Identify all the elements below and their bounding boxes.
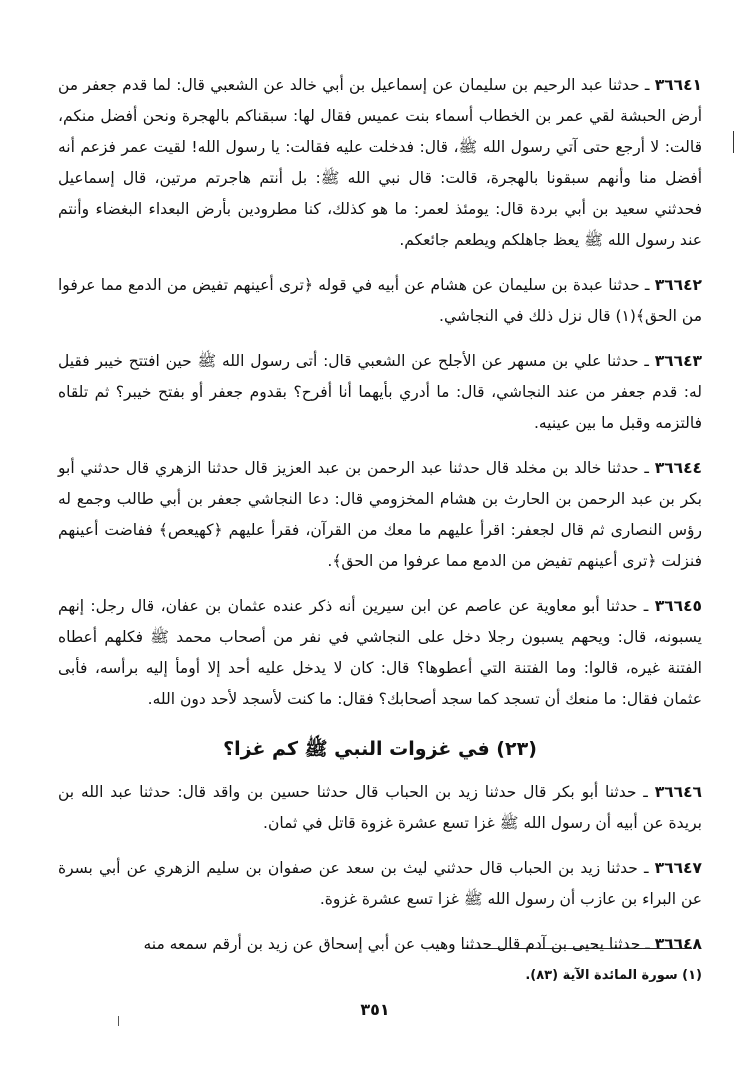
hadith-text: ـ حدثنا زيد بن الحباب قال حدثني ليث بن سعد عن صفوان بن سليم الزهري عن أبي بسرة عن البراء بن عازب أن رسول الله ﷺ غزا تسع عشرة غزوة. [58,859,702,908]
footnote: (١) سورة المائدة الآية (٨٣). [525,968,702,983]
hadith-number: ٣٦٦٤٤ [654,459,702,477]
hadith-36647 [58,853,702,919]
hadith-number: ٣٦٦٤٦ [654,783,702,801]
section-heading: (٢٣) في غزوات النبي ﷺ كم غزا؟ [223,738,537,760]
margin-mark [733,131,734,153]
hadith-text: ـ حدثنا يحيى بن آدم قال حدثنا وهيب عن أبي إسحاق عن زيد بن أرقم سمعه منه [143,935,650,953]
hadith-text: ـ حدثنا خالد بن مخلد قال حدثنا عبد الرحمن بن عبد العزيز قال حدثنا الزهري قال حدثني أبو بكر بن عبد الرحمن بن الحارث بن هشام المخزومي قال: دعا النجاشي جعفر بن أبي طالب وجمع له رؤس النصارى ثم قال لجعفر: اقرأ عليهم ما معك من القرآن، فقرأ عليهم ﴿كهيعص﴾ ففاضت أعينهم فنزلت ﴿ترى أعينهم تفيض من الدمع مما عرفوا من الحق﴾. [58,459,702,570]
hadith-number: ٣٦٦٤٣ [654,352,702,370]
margin-mark [118,1016,119,1026]
hadith-number: ٣٦٦٤٢ [654,276,702,294]
hadith-text: ـ حدثنا أبو معاوية عن عاصم عن ابن سيرين أنه ذكر عنده عثمان بن عفان، قال رجل: إنهم يسبونه، قال: ويحهم يسبون رجلا دخل على النجاشي في نفر من أصحاب محمد ﷺ فكلهم أعطاه الفتنة غيره، قالوا: وما الفتنة التي أعطوها؟ قال: كان لا يدخل عليه أحد إلا أومأ إليه برأسه، فأبى عثمان فقال: ما منعك أن تسجد كما سجد أصحابك؟ فقال: ما كنت لأسجد لأحد دون الله. [58,597,702,708]
hadith-36648 [58,929,702,964]
hadith-36641 [58,70,702,260]
hadith-text: ـ حدثنا عبد الرحيم بن سليمان عن إسماعيل بن أبي خالد عن الشعبي قال: لما قدم جعفر من أرض الحبشة لقي عمر بن الخطاب أسماء بنت عميس فقال لها: سبقناكم بالهجرة ونحن أفضل منكم، قالت: لا أرجع حتى آتي رسول الله ﷺ، قال: فدخلت عليه فقالت: يا رسول الله! لقيت عمر فزعم أنه أفضل منا وأنهم سبقونا بالهجرة، قالت: قال نبي الله ﷺ: بل أنتم هاجرتم مرتين، قال إسماعيل فحدثني سعيد بن أبي بردة قال: يومئذ لعمر: ما هو كذلك، كنا مطرودين بأرض البعداء البغضاء وأنتم عند رسول الله ﷺ يعظ جاهلكم ويطعم جائعكم. [58,76,702,249]
hadith-36643 [58,346,702,443]
hadith-number: ٣٦٦٤٥ [654,597,702,615]
footnote-divider [462,948,692,949]
hadith-36644 [58,453,702,581]
hadith-text: ـ حدثنا عبدة بن سليمان عن هشام عن أبيه في قوله ﴿ترى أعينهم تفيض من الدمع مما عرفوا من الحق﴾(١) قال نزل ذلك في النجاشي. [58,276,702,325]
hadith-36645 [58,591,702,719]
hadith-number: ٣٦٦٤١ [654,76,702,94]
hadith-text: ـ حدثنا أبو بكر قال حدثنا زيد بن الحباب قال حدثنا حسين بن واقد قال: حدثنا عبد الله بن بريدة عن أبيه أن رسول الله ﷺ غزا تسع عشرة غزوة قاتل في ثمان. [58,783,702,832]
main-text [58,70,702,974]
page-number: ٣٥١ [360,1000,390,1019]
hadith-36642 [58,270,702,336]
hadith-number: ٣٦٦٤٨ [654,935,702,953]
hadith-number: ٣٦٦٤٧ [654,859,702,877]
hadith-text: ـ حدثنا علي بن مسهر عن الأجلح عن الشعبي قال: أتى رسول الله ﷺ حين افتتح خيبر فقيل له: قدم جعفر من عند النجاشي، قال: ما أدري بأيهما أنا أفرح؟ بقدوم جعفر أو بفتح خيبر؟ ثم تلقاه فالتزمه وقبل ما بين عينيه. [58,352,702,432]
hadith-36646 [58,777,702,843]
